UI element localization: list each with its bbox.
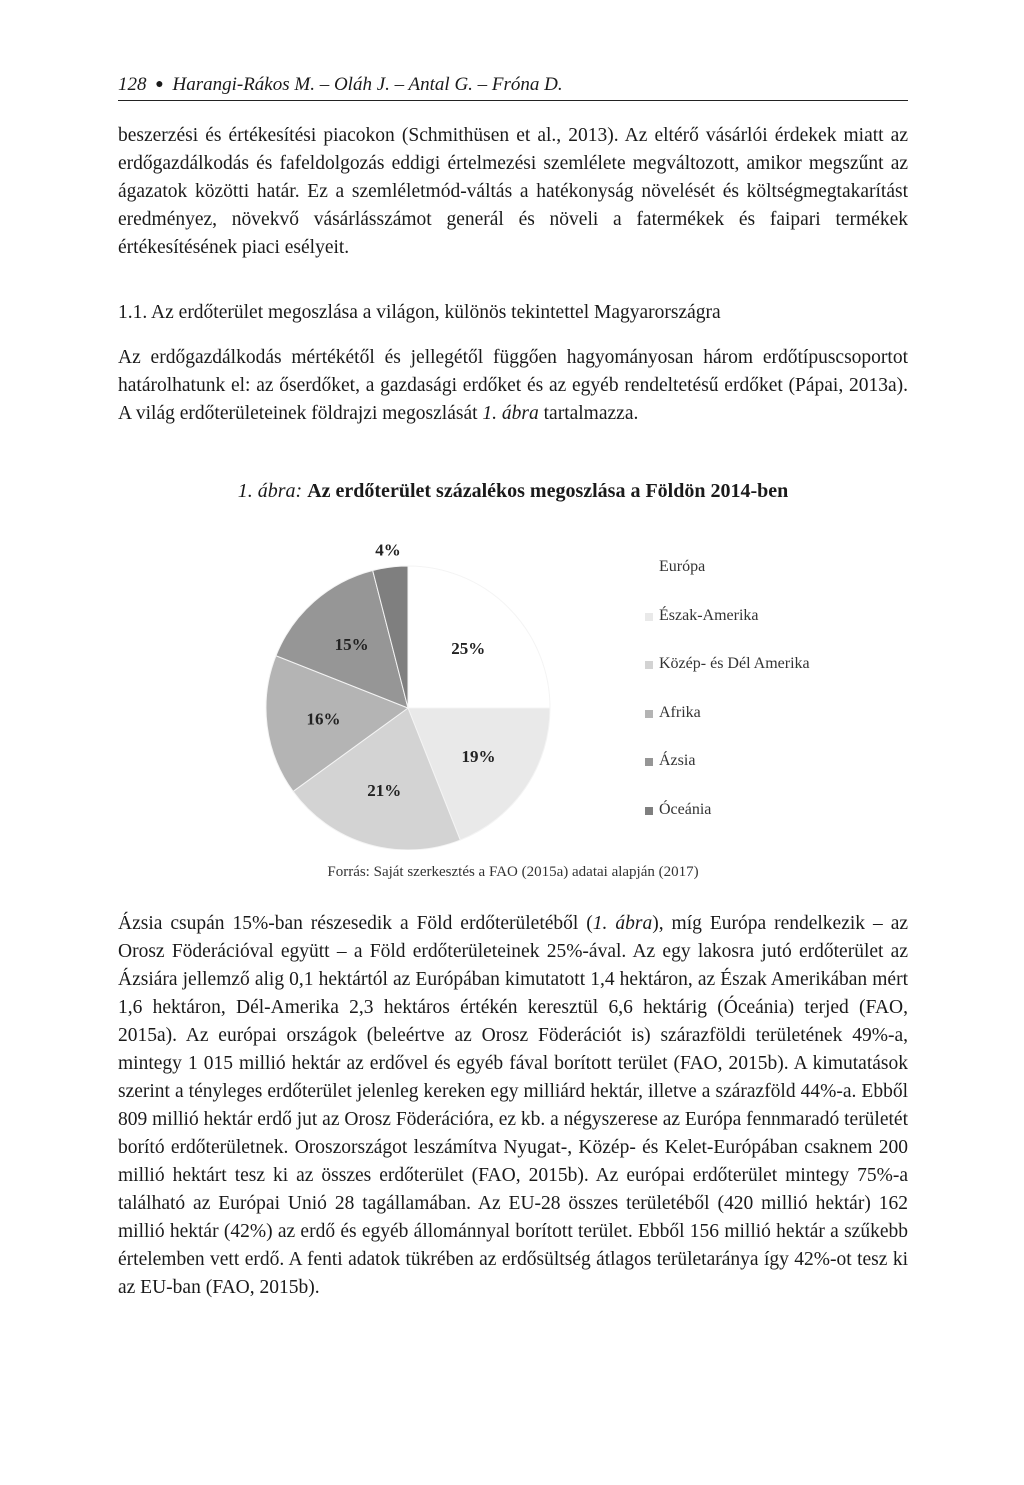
figure-reference: 1. ábra (482, 403, 539, 424)
legend-label-azsia: Ázsia (659, 752, 696, 769)
paragraph-2 (118, 344, 908, 428)
legend-swatch-kozep-es-del-amerika (645, 661, 653, 669)
pie-label-europa: 25% (451, 638, 486, 658)
pie-label-kozep-es-del-amerika: 21% (367, 780, 402, 800)
paragraph-3-part2: ), míg Európa rendelkezik – az Orosz Föderációval együtt – a Föld erdőterületeinek 25%-ával. Az egy lakosra jutó erdőterület az Ázsiára jellemző alig 0,1 hektártól az Európában kimutatott 1,4 hektáron, az Észak Amerikában mért 1,6 hektáron, Dél-Amerika 2,3 hektáros értékén keresztül 6,6 hektárig (Óceánia) terjed (FAO, 2015a). Az európai országok (beleértve az Orosz Föderációt is) szárazföldi területének 49%-a, mintegy 1 015 millió hektár az erdővel és egyéb fával borított terület (FAO, 2015b). A kimutatások szerint a tényleges erdőterület jelenleg kereken egy milliárd hektár, illetve a szárazföld 44%-a. Ebből 809 millió hektár erdő jut az Orosz Föderációra, ez kb. a négyszerese az Európa fennmaradó területét borító erdőterületnek. Oroszországot leszámítva Nyugat-, Közép- és Kelet-Európában csaknem 200 millió hektárt tesz ki az összes erdőterület (FAO, 2015b). Az európai erdőterület mintegy 75%-a található az Európai Unió 28 tagállamában. Az EU-28 összes területéből (420 millió hektár) 162 millió hektár (42%) az erdő és egyéb állománnyal borított terület. Ebből 156 millió hektár a szűkebb értelemben vett erdő. A fenti adatok tükrében az erdősültség átlagos területaránya így 42%-ot tesz ki az EU-ban (FAO, 2015b). (118, 913, 908, 1298)
bullet-icon: ● (155, 77, 164, 92)
pie-label-oceania: 4% (375, 540, 401, 560)
pie-chart (230, 520, 630, 850)
chart-legend (645, 558, 905, 849)
legend-swatch-azsia (645, 758, 653, 766)
legend-item-kozep-es-del-amerika (645, 655, 905, 704)
paragraph-2-tail: tartalmazza. (538, 403, 639, 424)
figure-title: Az erdőterület százalékos megoszlása a Földön 2014-ben (307, 480, 789, 502)
paragraph-2-text: Az erdőgazdálkodás mértékétől és jellegétől függően hagyományosan három erdőtípuscsoportot határolhatunk el: az őserdőket, a gazdasági erdőket és az egyéb rendeltetésű erdőket (Pápai, 2013a). A világ erdőterületeinek földrajzi megoszlását (118, 347, 908, 424)
figure-source: Forrás: Saját szerkesztés a FAO (2015a) adatai alapján (2017) (327, 864, 699, 880)
legend-label-oceania: Óceánia (659, 800, 712, 818)
legend-swatch-oceania (645, 807, 653, 815)
legend-swatch-europa (645, 564, 653, 572)
figure-caption (118, 480, 908, 503)
paragraph-3-part1: Ázsia csupán 15%-ban részesedik a Föld erdőterületéből ( (118, 913, 593, 934)
legend-item-oceania (645, 801, 905, 850)
legend-item-azsia (645, 752, 905, 801)
pie-label-eszak-amerika: 19% (461, 746, 496, 766)
legend-swatch-eszak-amerika (645, 613, 653, 621)
pie-label-afrika: 16% (306, 709, 341, 729)
legend-label-kozep-es-del-amerika: Közép- és Dél Amerika (659, 655, 810, 672)
figure-reference-2: 1. ábra (592, 913, 653, 934)
figure-number: 1. ábra: (237, 480, 303, 502)
legend-item-eszak-amerika (645, 607, 905, 656)
page-number: 128 (118, 74, 147, 95)
legend-label-europa: Európa (659, 558, 706, 575)
legend-label-afrika: Afrika (659, 703, 701, 721)
running-header (118, 74, 908, 101)
paragraph-3 (118, 910, 908, 1302)
legend-swatch-afrika (645, 710, 653, 718)
pie-slice-europa (408, 566, 550, 708)
legend-label-eszak-amerika: Észak-Amerika (659, 606, 759, 624)
header-authors: Harangi-Rákos M. – Oláh J. – Antal G. – Fróna D. (172, 74, 563, 95)
legend-item-afrika (645, 704, 905, 753)
legend-item-europa (645, 558, 905, 607)
paragraph-1: beszerzési és értékesítési piacokon (Schmithüsen et al., 2013). Az eltérő vásárlói érdekek miatt az erdőgazdálkodás és fafeldolgozás eddigi értelmezési szemlélete megváltozott, amikor megszűnt az ágazatok közötti határ. Ez a szemléletmód-váltás a hatékonyság növelését és költségmegtakarítást eredményez, növekvő vásárlásszámot generál és növeli a fatermékek és faipari termékek értékesítésének piaci esélyeit. (118, 125, 908, 258)
pie-label-azsia: 15% (334, 635, 369, 655)
section-heading: 1.1. Az erdőterület megoszlása a világon, különös tekintettel Magyarországra (118, 302, 721, 323)
